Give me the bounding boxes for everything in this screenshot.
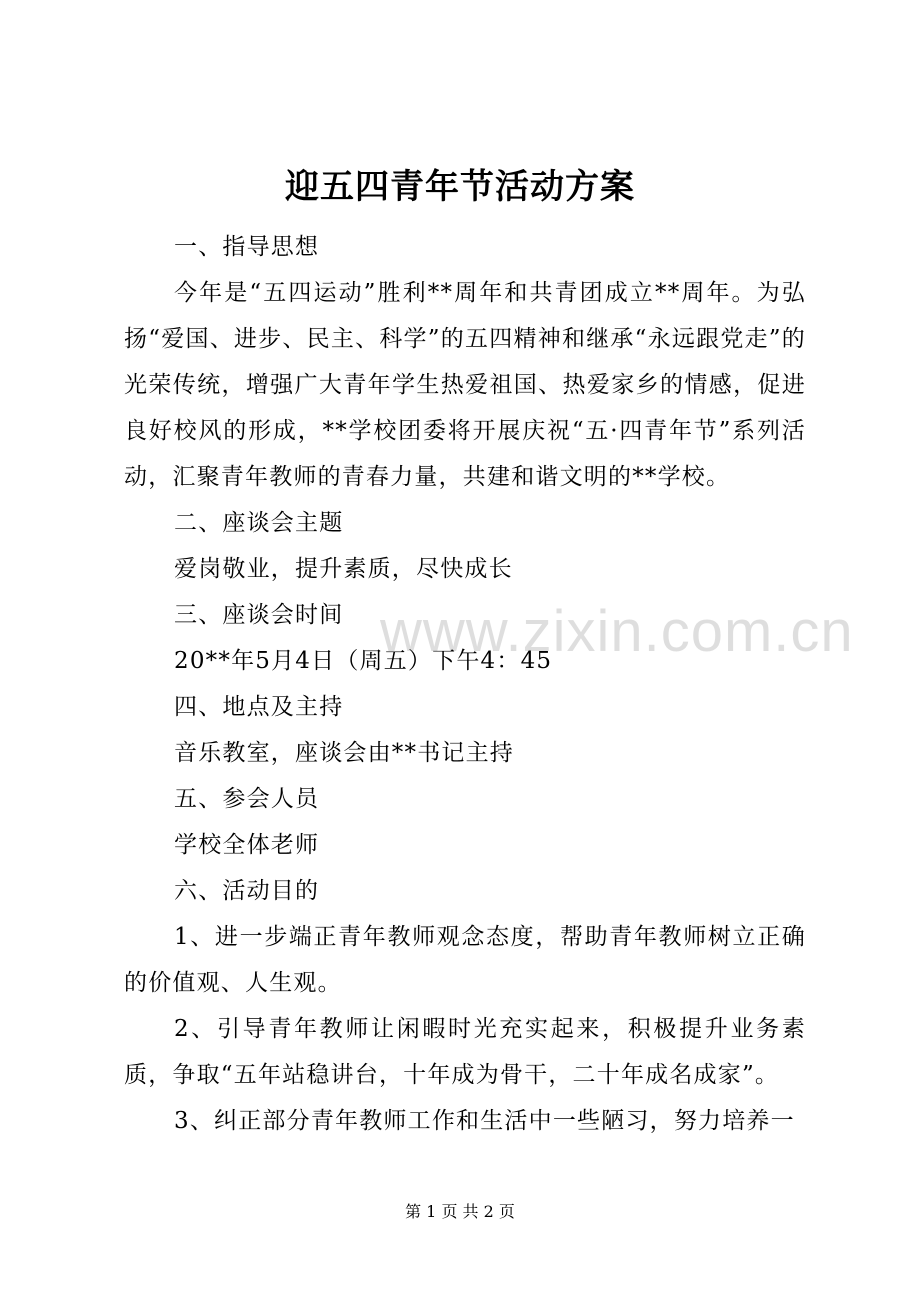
watermark: www.zixin.com.cn	[380, 599, 854, 664]
page-footer: 第 1 页 共 2 页	[405, 1202, 515, 1221]
section-heading-attendees: 五、参会人员	[174, 786, 320, 812]
paragraph-time: 20**年5月4日（周五）下午4：45	[174, 648, 553, 674]
section-heading-theme: 二、座谈会主题	[174, 510, 344, 536]
paragraph-purpose-3: 3、纠正部分青年教师工作和生活中一些陋习，努力培养一	[174, 1108, 795, 1134]
document-body	[124, 224, 806, 1144]
paragraph-purpose-2: 2、引导青年教师让闲暇时光充实起来，积极提升业务素质，争取“五年站稳讲台，十年成为骨干，二十年成名成家”。	[124, 1016, 806, 1088]
paragraph-intro: 今年是“五四运动”胜利**周年和共青团成立**周年。为弘扬“爱国、进步、民主、科学”的五四精神和继承“永远跟党走”的光荣传统，增强广大青年学生热爱祖国、热爱家乡的情感，促进良好校风的形成，**学校团委将开展庆祝“五·四青年节”系列活动，汇聚青年教师的青春力量，共建和谐文明的**学校。	[124, 280, 806, 490]
paragraph-location: 音乐教室，座谈会由**书记主持	[174, 740, 514, 766]
section-heading-purpose: 六、活动目的	[174, 878, 320, 904]
paragraph-theme: 爱岗敬业，提升素质，尽快成长	[174, 556, 513, 582]
document-title: 迎五四青年节活动方案	[285, 167, 635, 207]
section-heading-guiding-ideology: 一、指导思想	[174, 234, 320, 260]
section-heading-time: 三、座谈会时间	[174, 602, 344, 628]
paragraph-purpose-1: 1、进一步端正青年教师观念态度，帮助青年教师树立正确的价值观、人生观。	[124, 924, 806, 996]
section-heading-location: 四、地点及主持	[174, 694, 344, 720]
paragraph-attendees: 学校全体老师	[174, 832, 320, 858]
